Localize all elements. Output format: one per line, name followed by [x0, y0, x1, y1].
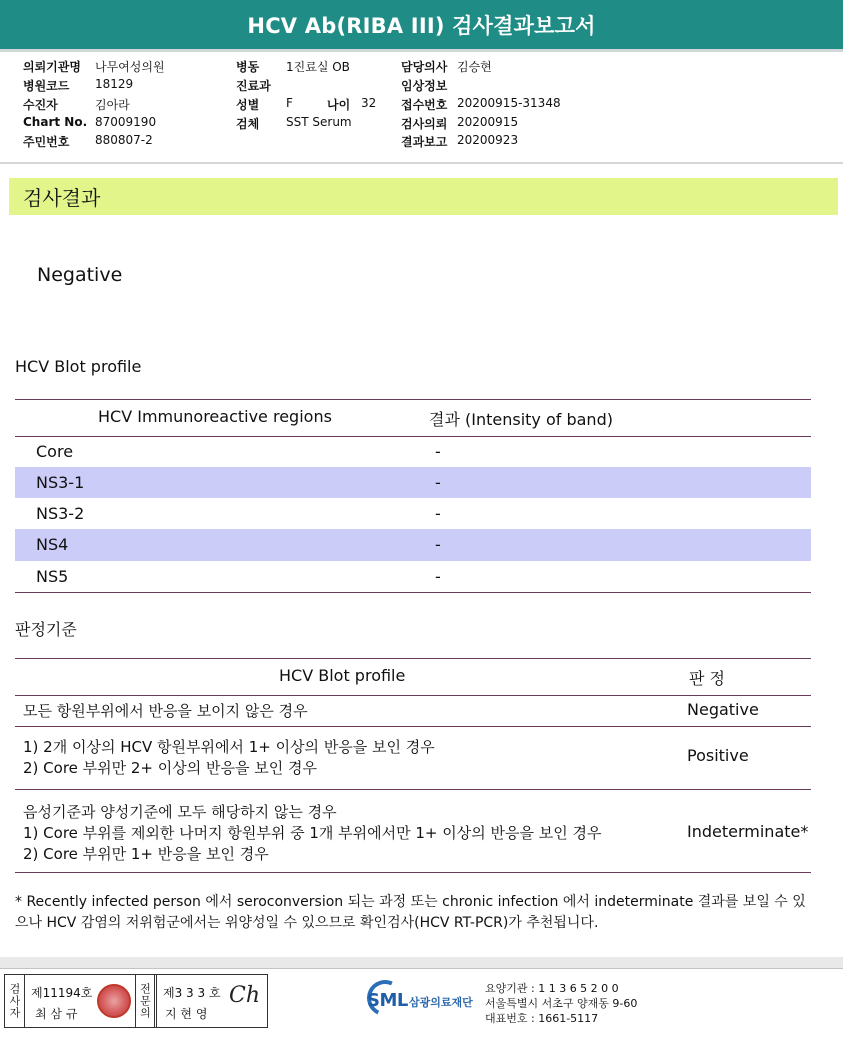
info-label: Chart No. — [23, 115, 88, 129]
info-label: 수진자 — [23, 98, 58, 112]
criteria-judgment: Indeterminate* — [687, 822, 809, 841]
region-result: - — [435, 567, 441, 586]
checker-label-cell — [5, 975, 25, 1027]
signature-box — [4, 974, 268, 1028]
blot-profile-heading: HCV Blot profile — [15, 357, 142, 376]
checker-label: 검사자 — [8, 983, 21, 1019]
info-value: 20200923 — [457, 133, 519, 147]
cell-divider — [156, 975, 157, 1027]
criteria-text: 2) Core 부위만 1+ 반응을 보인 경우 — [23, 845, 269, 863]
criteria-judgment: Positive — [687, 746, 749, 765]
info-label: 나이 — [327, 98, 351, 112]
criteria-heading: 판정기준 — [15, 620, 77, 639]
logo-text: SML — [367, 990, 408, 1011]
region-result: - — [435, 535, 441, 554]
info-value: F — [286, 96, 293, 110]
footnote: * Recently infected person 에서 seroconversion 되는 과정 또는 chronic infection 에서 indeterminate 결과를 보일 수 있으나 HCV 감염의 저위험군에서는 위양성일 수 있으므로 확인검사(HCV RT-PCR)가 추천됩니다. — [15, 894, 806, 931]
specialist-name: 지 현 영 — [165, 1007, 208, 1021]
specialist-label: 전문의 — [138, 983, 152, 1019]
info-label: 성별 — [236, 98, 260, 112]
checker-name: 최 삼 규 — [35, 1007, 78, 1021]
region-name: NS3-1 — [36, 473, 85, 492]
info-value: 880807-2 — [95, 133, 153, 147]
region-name: NS4 — [36, 535, 69, 554]
column-header: HCV Immunoreactive regions — [98, 407, 332, 426]
table-rule — [15, 872, 811, 873]
info-label: 임상정보 — [401, 79, 448, 93]
info-value: 18129 — [95, 77, 134, 91]
region-result: - — [435, 473, 441, 492]
region-name: NS5 — [36, 567, 69, 586]
info-label: 병동 — [236, 60, 260, 74]
info-label: 진료과 — [236, 79, 271, 93]
table-row — [15, 498, 811, 529]
info-label: 의뢰기관명 — [23, 60, 81, 74]
info-label: 검사의뢰 — [401, 117, 448, 131]
info-value: 김아라 — [95, 98, 130, 112]
region-result: - — [435, 504, 441, 523]
contact-line: 대표번호 : 1661-5117 — [485, 1012, 599, 1025]
section-header — [9, 178, 838, 215]
criteria-row — [15, 727, 811, 789]
region-name: NS3-2 — [36, 504, 85, 523]
column-header: 판 정 — [689, 669, 725, 688]
specialist-license: 제3 3 3 호 — [163, 986, 221, 1000]
column-header: 결과 (Intensity of band) — [429, 410, 613, 429]
criteria-row — [15, 790, 811, 872]
footer-divider — [0, 957, 843, 969]
table-header-row — [15, 400, 811, 436]
table-row — [15, 529, 811, 561]
region-result: - — [435, 442, 441, 461]
table-row — [15, 437, 811, 467]
overall-result: Negative — [37, 264, 123, 286]
criteria-text: 1) Core 부위를 제외한 나머지 항원부위 중 1개 부위에서만 1+ 이상의 반응을 보인 경우 — [23, 824, 602, 842]
region-name: Core — [36, 442, 74, 461]
table-rule — [15, 592, 811, 593]
info-value: 20200915-31348 — [457, 96, 561, 110]
criteria-text: 모든 항원부위에서 반응을 보이지 않은 경우 — [23, 702, 308, 720]
patient-info-block — [0, 56, 843, 164]
table-row — [15, 467, 811, 498]
info-label: 결과보고 — [401, 135, 448, 149]
table-row — [15, 561, 811, 592]
info-label: 주민번호 — [23, 135, 70, 149]
section-title: 검사결과 — [23, 186, 101, 210]
company-logo — [367, 980, 477, 1024]
specialist-label-cell — [135, 975, 155, 1027]
info-label: 담당의사 — [401, 60, 448, 74]
criteria-judgment: Negative — [687, 700, 759, 719]
info-value: 20200915 — [457, 115, 519, 129]
criteria-row — [15, 696, 811, 726]
info-label: 접수번호 — [401, 98, 448, 112]
company-contact — [485, 981, 637, 1026]
contact-line: 서울특별시 서초구 양재동 9-60 — [485, 997, 638, 1010]
table-header-row — [15, 659, 811, 695]
company-name: 삼광의료재단 — [409, 996, 473, 1009]
checker-license: 제11194호 — [31, 986, 93, 1000]
info-value: 김승현 — [457, 60, 492, 74]
criteria-text: 음성기준과 양성기준에 모두 해당하지 않는 경우 — [23, 803, 337, 821]
info-value: SST Serum — [286, 115, 352, 129]
criteria-text: 1) 2개 이상의 HCV 항원부위에서 1+ 이상의 반응을 보인 경우 — [23, 738, 435, 756]
column-header: HCV Blot profile — [279, 666, 406, 685]
info-value: 32 — [361, 96, 377, 110]
info-label: 검체 — [236, 117, 260, 131]
info-label: 병원코드 — [23, 79, 70, 93]
handwritten-signature: Ch — [229, 983, 261, 1008]
report-title-bar — [0, 0, 843, 52]
criteria-text: 2) Core 부위만 2+ 이상의 반응을 보인 경우 — [23, 759, 317, 777]
contact-line: 요양기관 : 1 1 3 6 5 2 0 0 — [485, 982, 619, 995]
info-value: 1진료실 OB — [286, 60, 350, 74]
info-value: 87009190 — [95, 115, 157, 129]
official-seal — [97, 984, 131, 1018]
info-value: 나무여성의원 — [95, 60, 165, 74]
report-title: HCV Ab(RIBA III) 검사결과보고서 — [247, 13, 596, 38]
